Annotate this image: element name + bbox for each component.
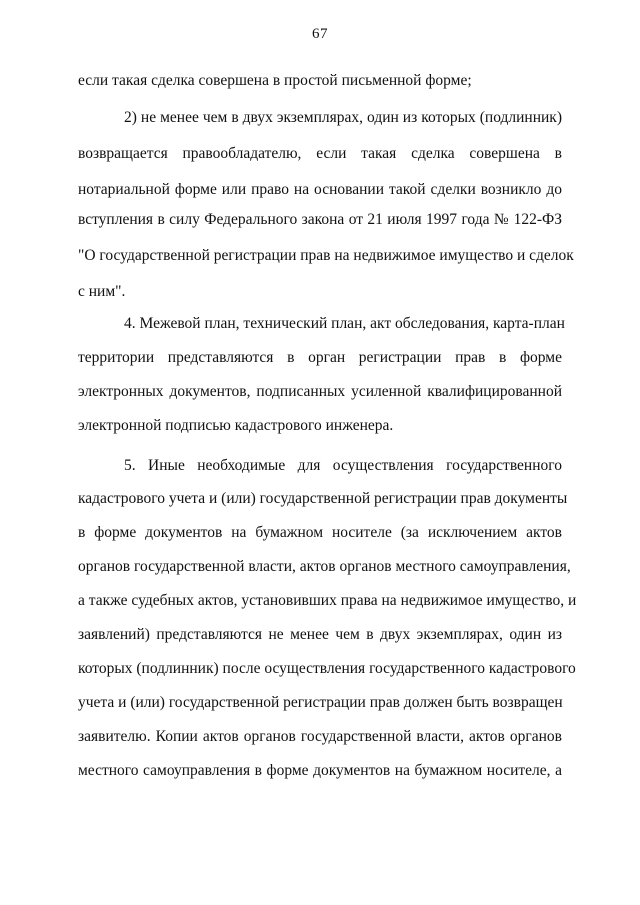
- text-line: с ним".: [78, 283, 126, 300]
- text-line: а также судебных актов, установивших права на недвижимое имущество, и: [78, 592, 577, 609]
- text-line: "О государственной регистрации прав на недвижимое имущество и сделок: [78, 247, 574, 264]
- text-line: заявлений) представляются не менее чем в двух экземплярах, один из: [78, 626, 562, 643]
- text-line: если такая сделка совершена в простой письменной форме;: [78, 72, 472, 89]
- text-line: 5. Иные необходимые для осуществления государственного: [124, 457, 562, 474]
- text-line: возвращается правообладателю, если такая сделка совершена в: [78, 145, 562, 162]
- text-line: электронных документов, подписанных усиленной квалифицированной: [78, 383, 562, 400]
- page-number: 67: [312, 26, 328, 42]
- text-line: в форме документов на бумажном носителе (за исключением актов: [78, 524, 562, 541]
- text-line: 2) не менее чем в двух экземплярах, один из которых (подлинник): [124, 109, 562, 126]
- text-line: территории представляются в орган регистрации прав в форме: [78, 349, 562, 366]
- text-line: нотариальной форме или право на основании такой сделки возникло до: [78, 181, 562, 198]
- text-line: органов государственной власти, актов органов местного самоуправления,: [78, 558, 571, 575]
- text-line: учета и (или) государственной регистрации прав должен быть возвращен: [78, 694, 563, 711]
- text-line: местного самоуправления в форме документов на бумажном носителе, а: [78, 762, 562, 779]
- text-line: которых (подлинник) после осуществления государственного кадастрового: [78, 660, 576, 677]
- text-line: 4. Межевой план, технический план, акт обследования, карта-план: [124, 315, 565, 332]
- text-line: вступления в силу Федерального закона от 21 июля 1997 года № 122-ФЗ: [78, 211, 562, 228]
- text-line: кадастрового учета и (или) государственной регистрации прав документы: [78, 490, 568, 507]
- text-line: электронной подписью кадастрового инженера.: [78, 417, 394, 434]
- text-line: заявителю. Копии актов органов государственной власти, актов органов: [78, 728, 562, 745]
